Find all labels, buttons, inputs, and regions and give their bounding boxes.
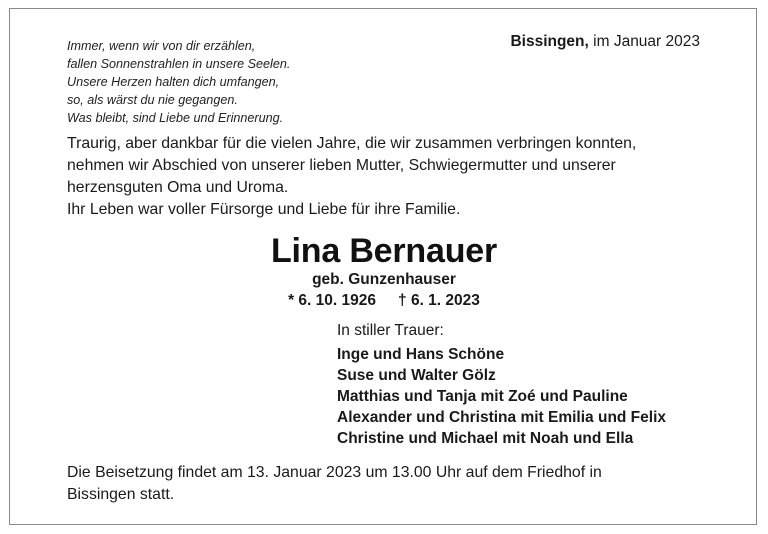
- mourners-heading: In stiller Trauer:: [337, 322, 444, 339]
- funeral-info: [67, 462, 602, 506]
- poem-line: Was bleibt, sind Liebe und Erinnerung.: [67, 111, 284, 125]
- maiden-name: geb. Gunzenhauser: [312, 271, 456, 288]
- mourner-line: Christine und Michael mit Noah und Ella: [337, 430, 634, 447]
- place-city: Bissingen,: [510, 33, 589, 50]
- intro-line: Ihr Leben war voller Fürsorge und Liebe für ihre Familie.: [67, 201, 461, 218]
- poem: [67, 37, 290, 127]
- place-date: [510, 33, 700, 51]
- funeral-line: Bissingen statt.: [67, 486, 175, 503]
- poem-line: Immer, wenn wir von dir erzählen,: [67, 39, 256, 53]
- mourner-line: Alexander und Christina mit Emilia und Felix: [337, 409, 667, 426]
- poem-line: Unsere Herzen halten dich umfangen,: [67, 75, 280, 89]
- intro-text: [67, 133, 636, 221]
- birth-date: * 6. 10. 1926: [288, 292, 377, 309]
- place-month: im Januar 2023: [593, 33, 700, 50]
- poem-line: fallen Sonnenstrahlen in unsere Seelen.: [67, 57, 291, 71]
- intro-line: nehmen wir Abschied von unserer lieben Mutter, Schwiegermutter und unserer: [67, 157, 616, 174]
- intro-line: Traurig, aber dankbar für die vielen Jahre, die wir zusammen verbringen konnten,: [67, 135, 637, 152]
- mourners: [337, 320, 666, 449]
- life-dates: [0, 292, 768, 310]
- intro-line: herzensguten Oma und Uroma.: [67, 179, 289, 196]
- death-date: † 6. 1. 2023: [398, 292, 480, 309]
- funeral-line: Die Beisetzung findet am 13. Januar 2023 um 13.00 Uhr auf dem Friedhof in: [67, 464, 602, 481]
- mourner-line: Inge und Hans Schöne: [337, 346, 505, 363]
- deceased-name: Lina Bernauer: [270, 232, 498, 270]
- mourner-line: Matthias und Tanja mit Zoé und Pauline: [337, 388, 628, 405]
- mourner-line: Suse und Walter Gölz: [337, 367, 496, 384]
- poem-line: so, als wärst du nie gegangen.: [67, 93, 238, 107]
